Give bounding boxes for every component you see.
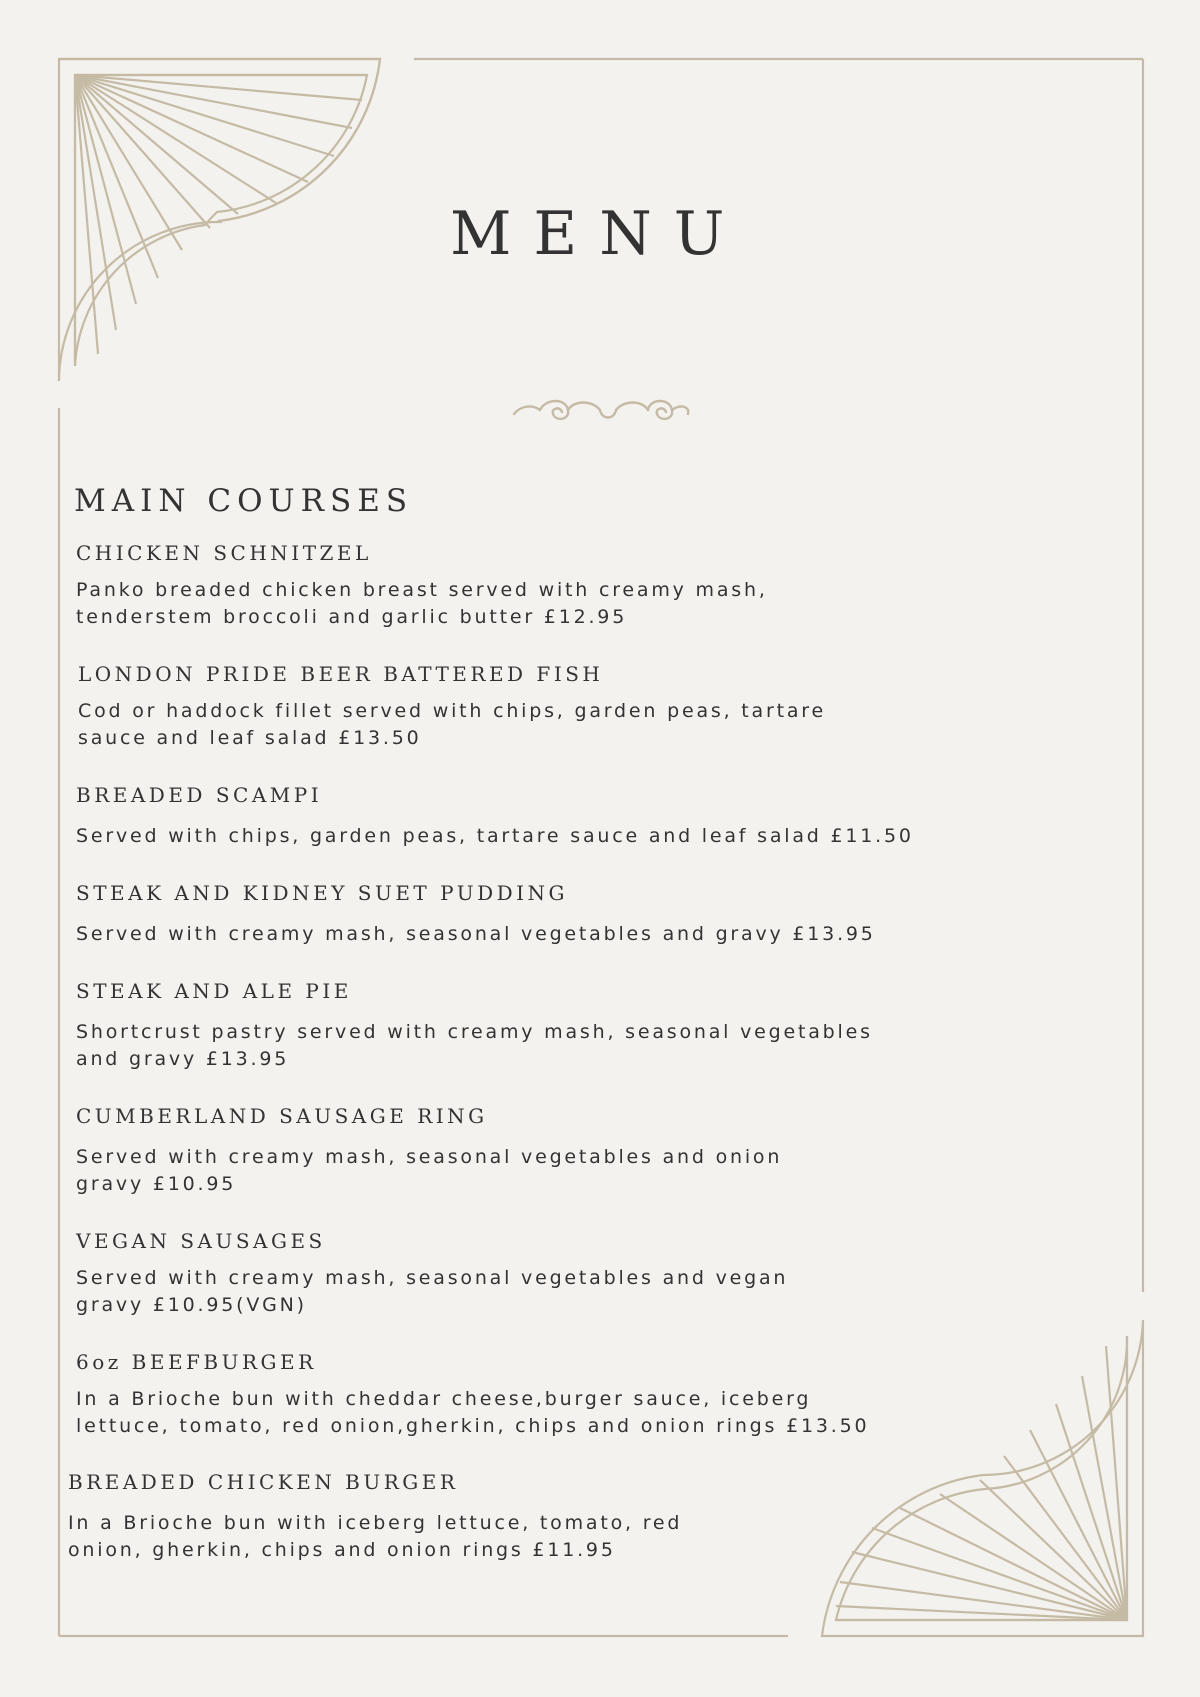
item-description-line: Served with chips, garden peas, tartare sauce and leaf salad £11.50	[76, 825, 914, 847]
item-name: LONDON PRIDE BEER BATTERED FISH	[78, 662, 604, 686]
item-description-line: Served with creamy mash, seasonal vegetables and gravy £13.95	[76, 923, 876, 945]
menu-item	[76, 1351, 869, 1440]
menu-item	[76, 1230, 788, 1319]
item-description	[76, 1386, 869, 1440]
flourish-divider-icon	[514, 401, 688, 419]
item-description-line: Cod or haddock fillet served with chips, garden peas, tartare	[78, 700, 826, 722]
item-description-line: onion, gherkin, chips and onion rings £11.95	[68, 1539, 616, 1561]
item-description	[68, 1510, 682, 1564]
item-name: 6oz BEEFBURGER	[76, 1350, 317, 1374]
item-name: VEGAN SAUSAGES	[76, 1229, 326, 1253]
menu-item	[76, 980, 873, 1073]
item-description-line: Served with creamy mash, seasonal vegetables and vegan	[76, 1267, 789, 1289]
item-description-line: and gravy £13.95	[76, 1048, 290, 1070]
item-description	[76, 823, 914, 850]
item-description-line: sauce and leaf salad £13.50	[78, 727, 422, 749]
item-description-line: Panko breaded chicken breast served with creamy mash,	[76, 579, 768, 601]
item-description-line: In a Brioche bun with iceberg lettuce, tomato, red	[68, 1512, 683, 1534]
menu-item	[76, 882, 876, 948]
corner-fan-bottom-right-icon	[822, 1320, 1143, 1636]
menu-item	[78, 663, 826, 752]
item-name: BREADED SCAMPI	[76, 783, 323, 807]
item-name: STEAK AND ALE PIE	[76, 979, 352, 1003]
item-description	[76, 921, 876, 948]
item-description	[76, 1019, 873, 1073]
item-description-line: gravy £10.95(VGN)	[76, 1294, 307, 1316]
item-description-line: tenderstem broccoli and garlic butter £12.95	[76, 606, 628, 628]
section-title-main-courses: MAIN COURSES	[74, 483, 414, 519]
item-description-line: Shortcrust pastry served with creamy mash, seasonal vegetables	[76, 1021, 873, 1043]
item-description-line: Served with creamy mash, seasonal vegetables and onion	[76, 1146, 783, 1168]
item-description-line: gravy £10.95	[76, 1173, 237, 1195]
menu-item	[68, 1471, 682, 1564]
item-name: STEAK AND KIDNEY SUET PUDDING	[76, 881, 569, 905]
corner-fan-top-left-icon	[59, 59, 380, 381]
item-name: CHICKEN SCHNITZEL	[76, 541, 372, 565]
menu-item	[76, 784, 914, 850]
item-description	[76, 577, 768, 631]
menu-title: MENU	[450, 199, 747, 269]
menu-item	[76, 542, 768, 631]
item-description-line: In a Brioche bun with cheddar cheese,burger sauce, iceberg	[76, 1388, 812, 1410]
item-name: BREADED CHICKEN BURGER	[68, 1470, 459, 1494]
menu-item	[76, 1105, 782, 1198]
item-description	[76, 1265, 788, 1319]
item-description	[76, 1144, 782, 1198]
item-name: CUMBERLAND SAUSAGE RING	[76, 1104, 488, 1128]
item-description-line: lettuce, tomato, red onion,gherkin, chips and onion rings £13.50	[76, 1415, 870, 1437]
item-description	[78, 698, 826, 752]
